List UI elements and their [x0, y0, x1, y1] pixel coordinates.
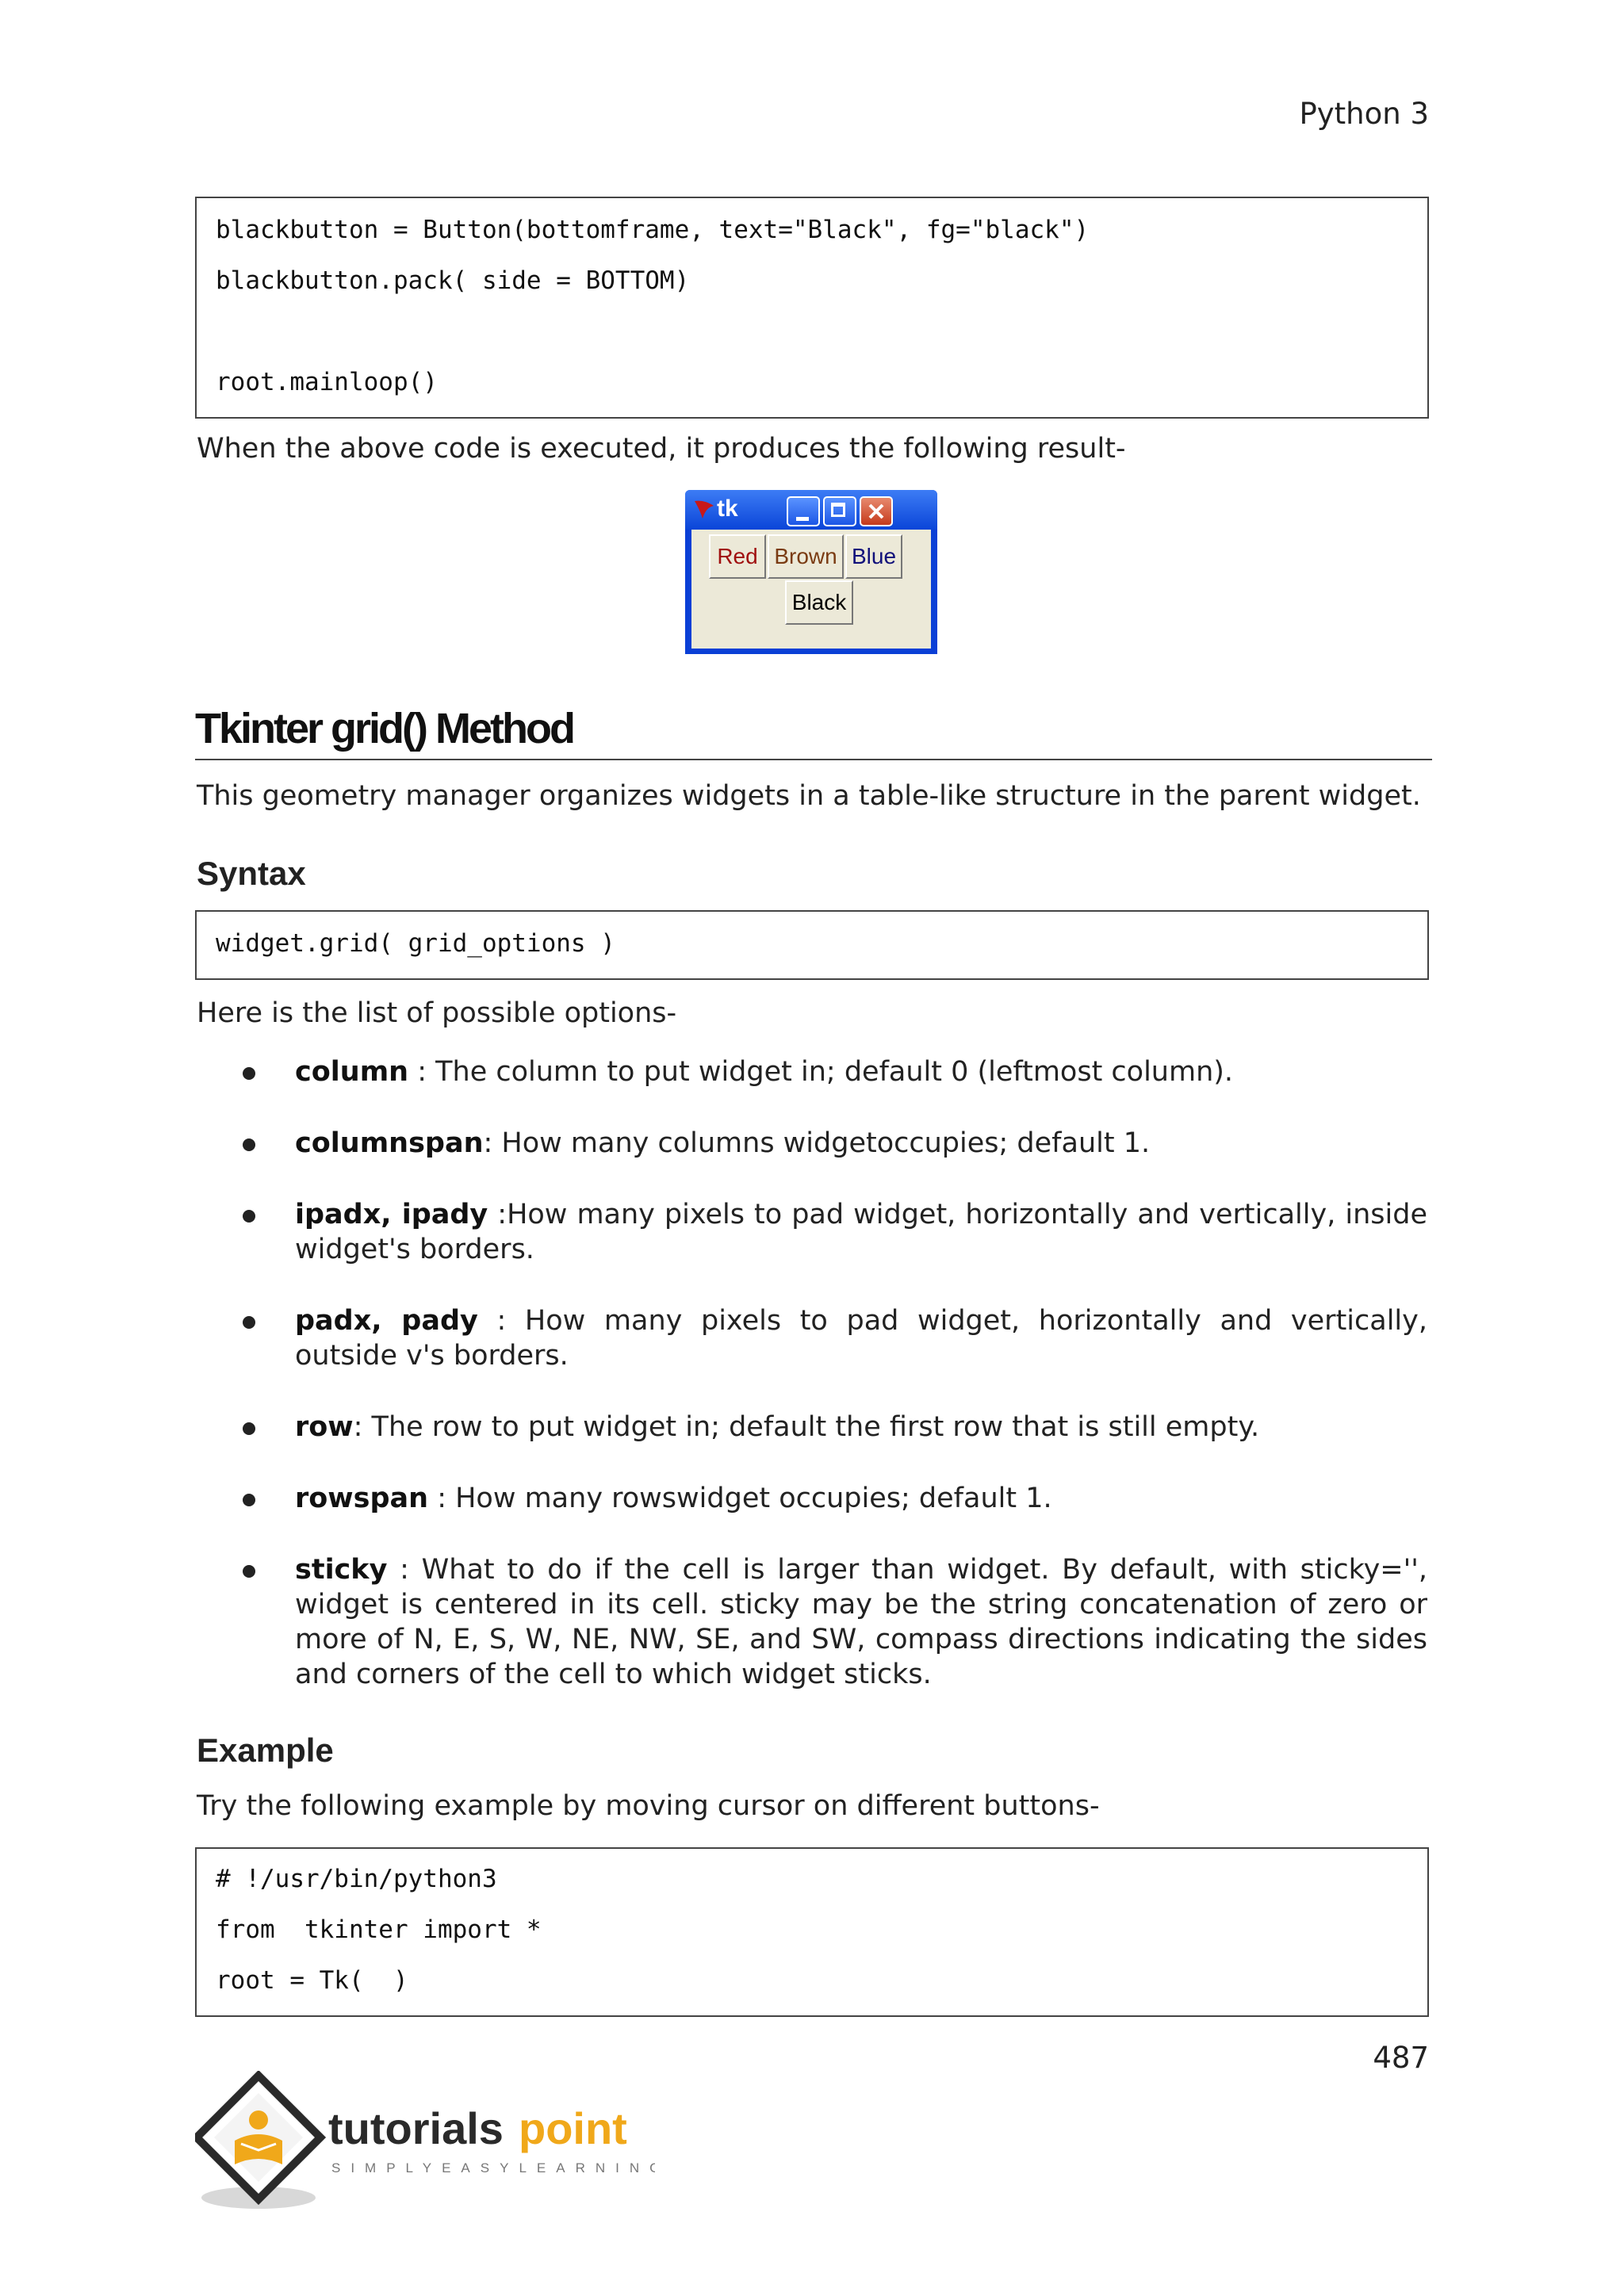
section-title: Tkinter grid() Method	[195, 705, 573, 752]
page-number: 487	[1373, 2041, 1429, 2075]
bullet-icon	[243, 1422, 255, 1435]
option-description: : How many pixels to pad widget, horizontally and vertically, outside v's borders.	[295, 1305, 1427, 1372]
option-item	[295, 1197, 1427, 1267]
option-item	[295, 1126, 1427, 1161]
black-button: Black	[785, 580, 853, 625]
bullet-icon	[243, 1316, 255, 1329]
option-description: : The column to put widget in; default 0 (leftmost column).	[408, 1056, 1234, 1088]
option-name: ipadx, ipady	[295, 1199, 488, 1230]
tk-window-body	[691, 530, 931, 649]
option-name: columnspan	[295, 1127, 484, 1159]
code-line: blackbutton = Button(bottomframe, text="Black", fg="black")	[216, 216, 1090, 244]
code-line: root.mainloop()	[216, 368, 438, 396]
option-description: : How many rowswidget occupies; default 1.	[428, 1483, 1052, 1514]
option-name: row	[295, 1411, 354, 1443]
bullet-icon	[243, 1565, 255, 1578]
svg-text:tutorials: tutorials	[328, 2103, 504, 2153]
option-name: column	[295, 1056, 409, 1088]
code-line: # !/usr/bin/python3	[216, 1865, 497, 1893]
bullet-icon	[243, 1210, 255, 1223]
maximize-icon	[823, 496, 856, 526]
bullet-icon	[243, 1138, 255, 1151]
svg-text:SIMPLYEASYLEARNING: SIMPLYEASYLEARNING	[331, 2160, 655, 2175]
bullet-icon	[243, 1067, 255, 1080]
brown-button: Brown	[768, 534, 844, 579]
code-line: root = Tk( )	[216, 1966, 408, 1995]
code-line: from tkinter import *	[216, 1915, 542, 1944]
option-name: padx, pady	[295, 1305, 478, 1337]
syntax-heading: Syntax	[197, 855, 306, 892]
bullet-icon	[243, 1494, 255, 1506]
option-item	[295, 1410, 1427, 1445]
options-intro: Here is the list of possible options-	[197, 997, 677, 1029]
code-block	[195, 197, 1429, 419]
tk-window-title: tk	[717, 496, 738, 522]
option-description: : How many columns widgetoccupies; default 1.	[483, 1127, 1151, 1159]
blue-button: Blue	[845, 534, 902, 579]
syntax-code-block	[195, 910, 1429, 980]
option-item	[295, 1303, 1427, 1373]
option-description: :How many pixels to pad widget, horizontally and vertically, inside widget's borders.	[295, 1199, 1427, 1265]
example-heading: Example	[197, 1732, 334, 1769]
minimize-icon	[787, 496, 820, 526]
option-item	[295, 1054, 1427, 1089]
tk-feather-icon	[693, 498, 715, 522]
code-line: blackbutton.pack( side = BOTTOM)	[216, 266, 690, 295]
result-intro: When the above code is executed, it produces the following result-	[197, 433, 1126, 465]
option-description: : What to do if the cell is larger than widget. By default, with sticky='', widget is centered in its cell. sticky may be the string concatenation of zero or more of N, E, S, W, NE, NW, SE, and SW, compass directions indicating the sides and corners of the cell to which widget sticks.	[295, 1554, 1427, 1690]
option-name: rowspan	[295, 1483, 429, 1514]
option-description: : The row to put widget in; default the first row that is still empty.	[353, 1411, 1260, 1443]
svg-text:point: point	[519, 2103, 627, 2153]
close-icon	[860, 496, 893, 526]
code-line: widget.grid( grid_options )	[216, 929, 615, 958]
option-name: sticky	[295, 1554, 388, 1586]
example-intro: Try the following example by moving cursor on different buttons-	[197, 1790, 1100, 1822]
tutorialspoint-logo	[195, 2071, 655, 2214]
example-code-block	[195, 1847, 1429, 2017]
running-header: Python 3	[1299, 97, 1429, 131]
tk-titlebar	[685, 490, 937, 530]
red-button: Red	[709, 534, 766, 579]
section-title-rule	[195, 759, 1432, 760]
tk-window-screenshot	[685, 490, 937, 654]
option-item	[295, 1481, 1427, 1516]
option-item	[295, 1552, 1427, 1692]
section-intro: This geometry manager organizes widgets in a table-like structure in the parent widget.	[197, 780, 1421, 812]
